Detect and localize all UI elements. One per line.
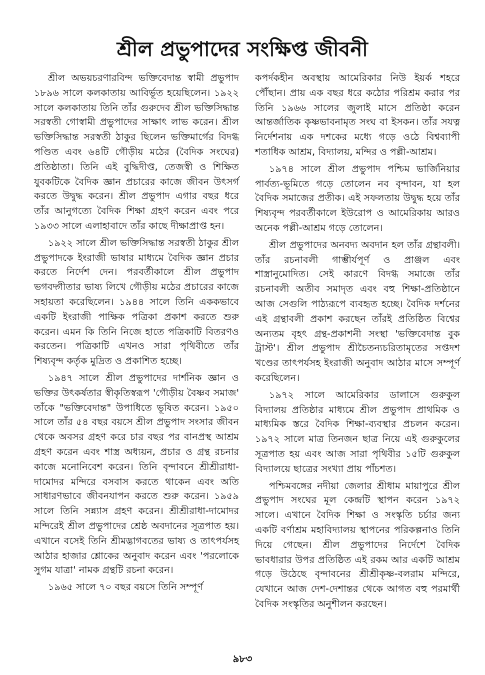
paragraph: ১৯৭৪ সালে শ্রীল প্রভুপাদ পশ্চিম ভার্জিনিয়ার পার্বত্য-ভূমিতে গড়ে তোলেন নব বৃন্দাবন, যা হল বৈদিক সমাজের প্রতীক। এই সফলতায় উদ্বুদ্ধ হয়ে তাঁর শিষ্যবৃন্দ পরবর্তীকালে ইউরোপ ও আমেরিকায় আরও অনেক পল্লী-আশ্রম গড়ে তোলেন।	[255, 163, 460, 234]
page-number: ৯৮৩	[232, 654, 253, 665]
right-column	[255, 72, 460, 615]
paragraph: কপর্দকহীন অবস্থায় আমেরিকার নিউ ইয়র্ক শহরে পৌঁছান। প্রায় এক বছর ধরে কঠোর পরিশ্রম করার পর তিনি ১৯৬৬ সালের জুলাই মাসে প্রতিষ্ঠা করেন আন্তর্জাতিক কৃষ্ণভাবনামৃত সংঘ বা ইসকন। তাঁর সযত্ন নির্দেশনায় এক দশকের মধ্যে গড়ে ওঠে বিশ্বব্যাপী শতাধিক আশ্রম, বিদ্যালয়, মন্দির ও পল্লী-আশ্রম।	[255, 73, 460, 158]
page-title: শ্রীল প্রভুপাদের সংক্ষিপ্ত জীবনী	[116, 37, 369, 62]
paragraph: শ্রীল অভয়চরণারবিন্দ ভক্তিবেদান্ত স্বামী প্রভুপাদ ১৮৯৬ সালে কলকাতায় আবির্ভূত হয়েছিলেন। ১৯২২ সালে কলকাতায় তিনি তাঁর গুরুদেব শ্রীল ভক্তিসিদ্ধান্ত সরস্বতী গোস্বামী প্রভুপাদের সাক্ষাৎ লাভ করেন। শ্রীল ভক্তিসিদ্ধান্ত সরস্বতী ঠাকুর ছিলেন ভক্তিমার্গের বিদগ্ধ পণ্ডিত এবং ৬৪টি গৌড়ীয় মঠের (বৈদিক সংঘের) প্রতিষ্ঠাতা। তিনি এই বুদ্ধিদীপ্ত, তেজস্বী ও শিক্ষিত যুবকটিকে বৈদিক জ্ঞান প্রচারের কাজে জীবন উৎসর্গ করতে উদ্বুদ্ধ করেন। শ্রীল প্রভুপাদ এগার বছর ধরে তাঁর আনুগত্যে বৈদিক শিক্ষা গ্রহণ করেন এবং পরে ১৯৩৩ সালে এলাহাবাদে তাঁর কাছে দীক্ষাপ্রাপ্ত হন।	[34, 73, 239, 232]
paragraph: ১৯৬৫ সালে ৭০ বছর বয়সে তিনি সম্পূর্ণ	[48, 582, 204, 594]
paragraph: ১৯২২ সালে শ্রীল ভক্তিসিদ্ধান্ত সরস্বতী ঠাকুর শ্রীল প্রভুপাদকে ইংরাজী ভাষার মাধ্যমে বৈদিক জ্ঞান প্রচার করতে নির্দেশ দেন। পরবর্তীকালে শ্রীল প্রভুপাদ ভগবদ্গীতার ভাষ্য লিখে গৌড়ীয় মঠের প্রচারের কাজে সহায়তা করেছিলেন। ১৯৪৪ সালে তিনি এককভাবে একটি ইংরাজী পাক্ষিক পত্রিকা প্রকাশ করতে শুরু করেন। এমন কি তিনি নিজে হাতে পত্রিকাটি বিতরণও করতেন। পত্রিকাটি এখনও সারা পৃথিবীতে তাঁর শিষ্যবৃন্দ কর্তৃক মুদ্রিত ও প্রকাশিত হচ্ছে।	[34, 237, 239, 368]
paragraph: পশ্চিমবঙ্গের নদীয়া জেলার শ্রীধাম মায়াপুরে শ্রীল প্রভুপাদ সংঘের মূল কেন্দ্রটি স্থাপন করেন ১৯৭২ সালে। এখানে বৈদিক শিক্ষা ও সংস্কৃতি চর্চার জন্য একটি বর্ণাশ্রম মহাবিদ্যালয় স্থাপনের পরিকল্পনাও তিনি দিয়ে গেছেন। শ্রীল প্রভুপাদের নির্দেশে বৈদিক ভাবধারার উপর প্রতিষ্ঠিত এই রকম আর একটি আশ্রম গড়ে উঠেছে বৃন্দাবনের শ্রীশ্রীকৃষ্ণ-বলরাম মন্দিরে, যেখানে আজ দেশ-দেশান্তর থেকে আগত বহু পরমার্থী বৈদিক সংস্কৃতির অনুশীলন করছেন।	[255, 480, 460, 610]
paragraph: ১৯৪৭ সালে শ্রীল প্রভুপাদের দার্শনিক জ্ঞান ও ভক্তির উৎকর্ষতার স্বীকৃতিস্বরূপ 'গৌড়ীয় বৈষ্ণব সমাজ' তাঁকে "ভক্তিবেদান্ত" উপাধিতে ভূষিত করেন। ১৯৫০ সালে তাঁর ৫৪ বছর বয়সে শ্রীল প্রভুপাদ সংসার জীবন থেকে অবসর গ্রহণ করে চার বছর পর বানপ্রস্থ আশ্রম গ্রহণ করেন এবং শাস্ত্র অধ্যয়ন, প্রচার ও গ্রন্থ রচনার কাজে মনোনিবেশ করেন। তিনি বৃন্দাবনে শ্রীশ্রীরাধা-দামোদর মন্দিরে বসবাস করতে থাকেন এবং অতি সাধারণভাবে জীবনযাপন করতে শুরু করেন। ১৯৫৯ সালে তিনি সন্ন্যাস গ্রহণ করেন। শ্রীশ্রীরাধা-দামোদর মন্দিরেই শ্রীল প্রভুপাদের শ্রেষ্ঠ অবদানের সূত্রপাত হয়। এখানে বসেই তিনি শ্রীমদ্ভাগবতের ভাষ্য ও তাৎপর্যসহ আঠার হাজার শ্লোকের অনুবাদ করেন এবং 'পরলোকে সুগম যাত্রা' নামক গ্রন্থটি রচনা করেন।	[34, 372, 239, 577]
paragraph: শ্রীল প্রভুপাদের অনবদ্য অবদান হল তাঁর গ্রন্থাবলী। তাঁর রচনাবলী গাম্ভীর্যপূর্ণ ও প্রাঞ্জল এবং শাস্ত্রানুমোদিত। সেই কারণে বিদগ্ধ সমাজে তাঁর রচনাবলী অতীব সমাদৃত এবং বহু শিক্ষা-প্রতিষ্ঠানে আজ সেগুলি পাঠ্যরূপে ব্যবহৃত হচ্ছে। বৈদিক দর্শনের এই গ্রন্থাবলী প্রকাশ করছেন তাঁরই প্রতিষ্ঠিত বিশ্বের অন্যতম বৃহৎ গ্রন্থ-প্রকাশনী সংস্থা 'ভক্তিবেদান্ত বুক ট্রাস্ট'। শ্রীল প্রভুপাদ শ্রীচৈতন্যচরিতামৃতের সপ্তদশ খণ্ডের তাৎপর্যসহ ইংরাজী অনুবাদ আঠার মাসে সম্পূর্ণ করেছিলেন।	[255, 239, 460, 384]
paragraph: ১৯৭২ সালে আমেরিকার ডালাসে গুরুকুল বিদ্যালয় প্রতিষ্ঠার মাধ্যমে শ্রীল প্রভুপাদ প্রাথমিক ও মাধ্যমিক স্তরে বৈদিক শিক্ষা-ব্যবস্থার প্রচলন করেন। ১৯৭২ সালে মাত্র তিনজন ছাত্র নিয়ে এই গুরুকুলের সূত্রপাত হয় এবং আজ সারা পৃথিবীর ১৫টি গুরুকুল বিদ্যালয়ে ছাত্রের সংখ্যা প্রায় পাঁচশত।	[255, 389, 460, 475]
left-column	[34, 72, 239, 598]
